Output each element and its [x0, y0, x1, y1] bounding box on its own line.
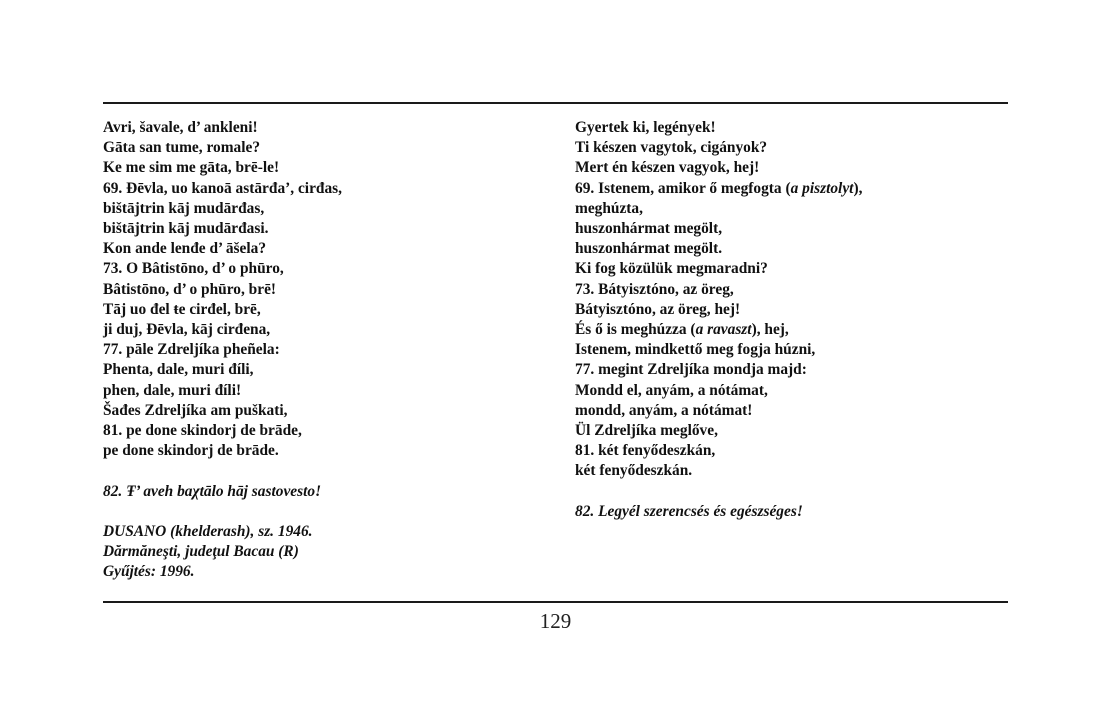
verse-line: mondd, anyám, a nótámat! — [575, 401, 753, 419]
verse-line: Mondd el, anyám, a nótámat, — [575, 381, 768, 399]
verse-line: 81. pe done skindorj de brāde, — [103, 422, 302, 440]
verse-line: Istenem, mindkettő meg fogja húzni, — [575, 341, 816, 359]
verse-line-73b — [575, 320, 1005, 340]
verse-line: 73. Bátyisztóno, az öreg, — [575, 280, 734, 298]
verse-line: pe done skindorj de brāde. — [103, 442, 279, 460]
verse-line-69-end: ), — [853, 179, 863, 197]
source-line: Gyűjtés: 1996. — [103, 563, 195, 581]
verse-line-73b-start: És ő is meghúzza ( — [575, 321, 696, 339]
verse-line: Ke me sim me gāta, brē-le! — [103, 159, 280, 177]
verse-line: 69. Đēvla, uo kanoā astārđa’, cirđas, — [103, 179, 342, 197]
source-line: DUSANO (khelderash), sz. 1946. — [103, 523, 313, 541]
verse-line: két fenyődeszkán. — [575, 462, 693, 480]
verse-line: huszonhármat megölt. — [575, 240, 723, 258]
page-number: 129 — [539, 609, 572, 633]
verse-line: 73. O Bâtistōno, d’ o phūro, — [103, 260, 284, 278]
verse-line: Phenta, dale, muri đíli, — [103, 361, 254, 379]
romani-text-column — [103, 118, 543, 583]
stanza-gap — [103, 461, 543, 481]
verse-line: Kon ande lenđe d’ āšela? — [103, 240, 267, 258]
top-rule — [103, 102, 1008, 104]
source-line: Dărmăneşti, judeţul Bacau (R) — [103, 543, 299, 561]
verse-line: Ki fog közülük megmaradni? — [575, 260, 768, 278]
verse-line-69-start: 69. Istenem, amikor ő megfogta ( — [575, 179, 791, 197]
stanza-gap — [575, 482, 1005, 502]
verse-line: huszonhármat megölt, — [575, 220, 723, 238]
closing-line: 82. Ŧ’ aveh baχtālo hāj sastovesto! — [103, 482, 322, 500]
stanza-gap — [103, 502, 543, 522]
verse-line: 77. pāle Zdreljíka pheñela: — [103, 341, 280, 359]
verse-line: Ti készen vagytok, cigányok? — [575, 139, 768, 157]
verse-line: Šađes Zdreljíka am puškati, — [103, 401, 288, 419]
verse-line: ji duj, Đēvla, kāj cirđena, — [103, 321, 271, 339]
italic-note: a ravaszt — [695, 321, 752, 339]
verse-line-73b-end: ), hej, — [751, 321, 789, 339]
verse-line-69 — [575, 179, 1005, 199]
verse-line: phen, dale, muri đíli! — [103, 381, 242, 399]
verse-line: Avri, šavale, d’ ankleni! — [103, 119, 258, 136]
italic-note: a pisztolyt — [790, 179, 854, 197]
verse-line: Bátyisztóno, az öreg, hej! — [575, 300, 741, 318]
verse-line: Gyertek ki, legények! — [575, 119, 716, 136]
verse-line: Mert én készen vagyok, hej! — [575, 159, 760, 177]
bottom-rule — [103, 601, 1008, 603]
verse-line: 77. megint Zdreljíka mondja majd: — [575, 361, 807, 379]
verse-line: meghúzta, — [575, 199, 643, 217]
closing-line: 82. Legyél szerencsés és egészséges! — [575, 502, 803, 520]
verse-line: Gāta san tume, romale? — [103, 139, 261, 157]
verse-line: bištājtrin kāj mudārđasi. — [103, 220, 269, 238]
verse-line: Bâtistōno, d’ o phūro, brē! — [103, 280, 277, 298]
verse-line: bištājtrin kāj mudārđas, — [103, 199, 265, 217]
hungarian-text-column — [575, 118, 1005, 522]
verse-line: 81. két fenyődeszkán, — [575, 442, 716, 460]
verse-line: Ül Zdreljíka meglőve, — [575, 422, 718, 440]
verse-line: Tāj uo đel ŧe cirđel, brē, — [103, 300, 261, 318]
